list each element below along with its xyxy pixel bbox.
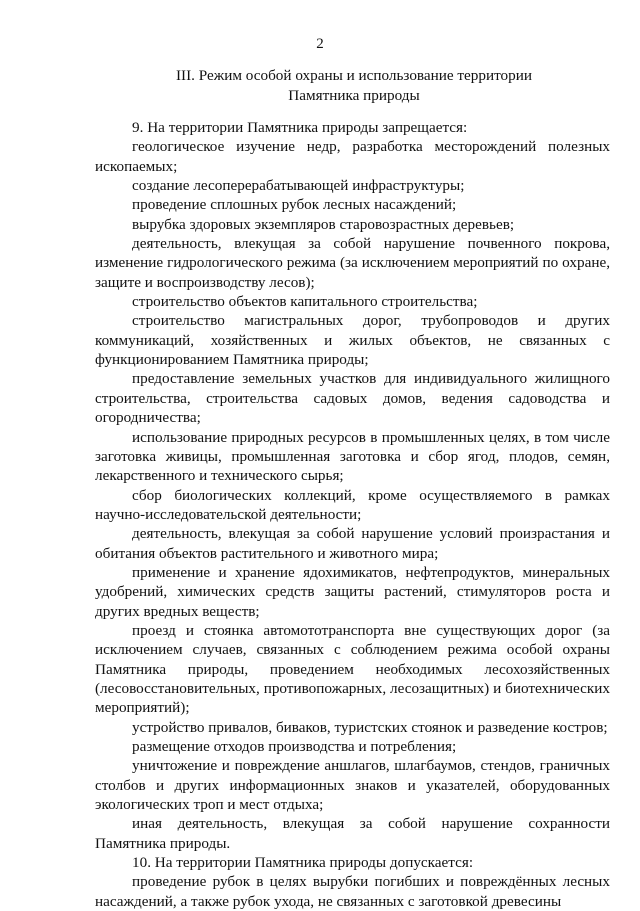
paragraph: использование природных ресурсов в промышленных целях, в том числе заготовка живицы, промышленная заготовка и сбор ягод, плодов, семян, лекарственного и технического сырья; <box>95 428 610 485</box>
paragraph: строительство магистральных дорог, трубопроводов и других коммуникаций, хозяйственных и жилых объектов, не связанных с функционированием Памятника природы; <box>95 312 610 369</box>
paragraph: иная деятельность, влекущая за собой нарушение сохранности Памятника природы. <box>95 815 610 852</box>
paragraph-item-10: 10. На территории Памятника природы допускается: <box>132 854 474 872</box>
paragraph: уничтожение и повреждение аншлагов, шлагбаумов, стендов, граничных столбов и других информационных знаков и указателей, оборудованных экологических троп и мест отдыха; <box>95 757 610 814</box>
section-heading <box>88 66 620 105</box>
paragraph: проведение сплошных рубок лесных насаждений; <box>132 196 457 214</box>
paragraph: деятельность, влекущая за собой нарушение почвенного покрова, изменение гидрологического режима (за исключением мероприятий по охране, защите и воспроизводству лесов); <box>95 235 610 291</box>
paragraph-item-9: 9. На территории Памятника природы запрещается: <box>132 119 468 136</box>
paragraph: проезд и стоянка автомототранспорта вне существующих дорог (за исключением случаев, связанных с соблюдением режима особой охраны Памятника природы, проведением необходимых лесохозяйственных (лесовосстановительных, противопожарных, лесозащитных) и биотехнических мероприятий); <box>95 621 610 717</box>
paragraph: геологическое изучение недр, разработка месторождений полезных ископаемых; <box>95 138 610 175</box>
paragraph: проведение рубок в целях вырубки погибших и повреждённых лесных насаждений, а также рубок ухода, не связанных с заготовкой древесины <box>95 873 610 910</box>
section-heading-line: III. Режим особой охраны и использование территории <box>175 67 532 84</box>
paragraph: предоставление земельных участков для индивидуального жилищного строительства, строительства садовых домов, ведения садоводства и огородничества; <box>95 370 610 427</box>
paragraph: создание лесоперерабатывающей инфраструктуры; <box>132 177 465 195</box>
paragraph: деятельность, влекущая за собой нарушение условий произрастания и обитания объектов растительного и животного мира; <box>95 525 610 562</box>
paragraph: вырубка здоровых экземпляров старовозрастных деревьев; <box>132 215 515 233</box>
paragraph: сбор биологических коллекций, кроме осуществляемого в рамках научно-исследовательской деятельности; <box>95 486 610 523</box>
paragraph: строительство объектов капитального строительства; <box>132 293 478 311</box>
paragraph: устройство привалов, биваков, туристских стоянок и разведение костров; <box>132 718 608 736</box>
paragraph: размещение отходов производства и потребления; <box>132 738 457 755</box>
paragraph: применение и хранение ядохимикатов, нефтепродуктов, минеральных удобрений, химических средств защиты растений, стимуляторов роста и других вредных веществ; <box>95 563 610 620</box>
document-body <box>95 118 610 911</box>
page-number: 2 <box>316 36 324 52</box>
section-heading-line: Памятника природы <box>288 86 420 104</box>
